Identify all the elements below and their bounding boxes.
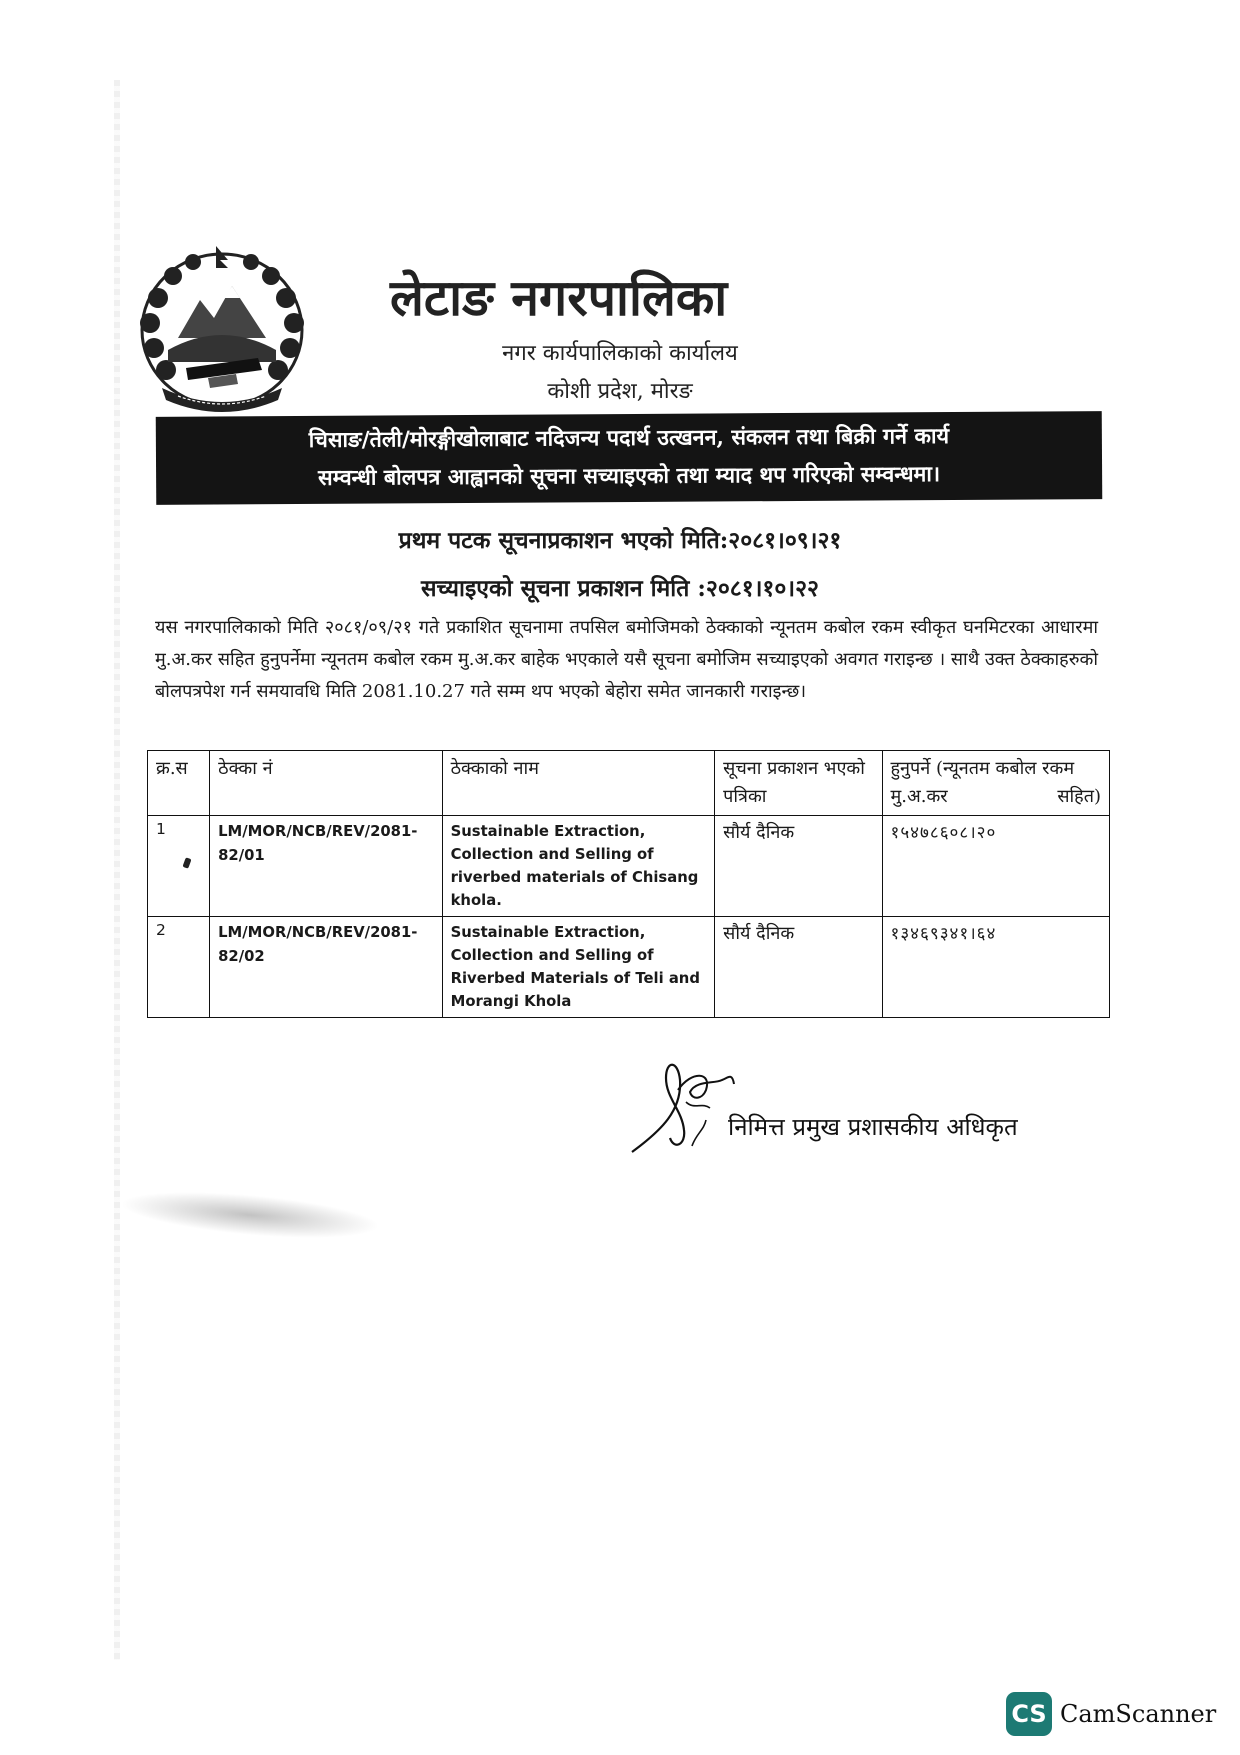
row-newspaper: सौर्य दैनिक xyxy=(715,816,882,917)
ink-mark xyxy=(182,857,191,868)
row-contract-name: Sustainable Extraction, Collection and Selling of Riverbed Materials of Teli and Morangi Khola xyxy=(442,917,715,1018)
scan-smudge xyxy=(119,1184,381,1247)
paper-edge-shadow xyxy=(114,80,120,1660)
row-min-bid: १५४७८६०८।२० xyxy=(882,816,1110,917)
province-district: कोशी प्रदेश, मोरङ xyxy=(547,379,693,404)
signature-icon xyxy=(622,1050,772,1160)
header-newspaper: सूचना प्रकाशन भएको पत्रिका xyxy=(715,751,882,816)
camscanner-label: CamScanner xyxy=(1060,1700,1217,1728)
table-row xyxy=(148,816,1110,917)
header-contract-name: ठेक्काको नाम xyxy=(442,751,715,816)
subject-line-1: चिसाङ/तेली/मोरङ्गीखोलाबाट नदिजन्य पदार्थ उत्खनन, संकलन तथा बिक्री गर्ने कार्य xyxy=(308,424,950,453)
row-newspaper: सौर्य दैनिक xyxy=(715,917,882,1018)
table-row xyxy=(148,917,1110,1018)
header-min-bid: हुनुपर्ने (न्यूनतम कबोल रकम मु.अ.कर सहित) xyxy=(882,751,1110,816)
notice-paragraph: यस नगरपालिकाको मिति २०८१/०९/२१ गते प्रकाशित सूचनामा तपसिल बमोजिमको ठेक्काको न्यूनतम कबोल रकम स्वीकृत घनमिटरका आधारमा मु.अ.कर सहित हुनुपर्नेमा न्यूनतम कबोल रकम मु.अ.कर बाहेक भएकाले यसै सूचना बमोजिम सच्याइएको अवगत गराइन्छ । साथै उक्त ठेक्काहरुको बोलपत्रपेश गर्न समयावधि मिति 2081.10.27 गते सम्म थप भएको बेहोरा समेत जानकारी गराइन्छ। xyxy=(155,617,1098,702)
sn-value: 1 xyxy=(156,820,166,838)
office-name: नगर कार्यपालिकाको कार्यालय xyxy=(502,341,738,366)
row-sn xyxy=(148,816,210,917)
camscanner-logo-icon: CS xyxy=(1006,1692,1052,1736)
table-header-row xyxy=(148,751,1110,816)
signatory-title: निमित्त प्रमुख प्रशासकीय अधिकृत xyxy=(728,1113,1018,1141)
subject-banner xyxy=(156,411,1103,505)
municipality-name: लेटाङ नगरपालिका xyxy=(390,268,728,327)
tender-table xyxy=(147,750,1110,1018)
row-min-bid: १३४६९३४१।६४ xyxy=(882,917,1110,1018)
corrected-publication-date: सच्याइएको सूचना प्रकाशन मिति :२०८१।१०।२२ xyxy=(421,575,819,602)
header-contract-no: ठेक्का नं xyxy=(210,751,442,816)
subject-line-2: सम्वन्धी बोलपत्र आह्वानको सूचना सच्याइएको तथा म्याद थप गरिएको सम्वन्धमा। xyxy=(318,462,941,491)
header-sn: क्र.स xyxy=(148,751,210,816)
nepal-government-emblem-icon xyxy=(128,238,316,416)
row-sn: 2 xyxy=(148,917,210,1018)
first-publication-date: प्रथम पटक सूचनाप्रकाशन भएको मिति:२०८१।०९।२१ xyxy=(398,527,842,554)
row-contract-no: LM/MOR/NCB/REV/2081-82/02 xyxy=(210,917,442,1018)
row-contract-no: LM/MOR/NCB/REV/2081-82/01 xyxy=(210,816,442,917)
row-contract-name: Sustainable Extraction, Collection and Selling of riverbed materials of Chisang khola. xyxy=(442,816,715,917)
